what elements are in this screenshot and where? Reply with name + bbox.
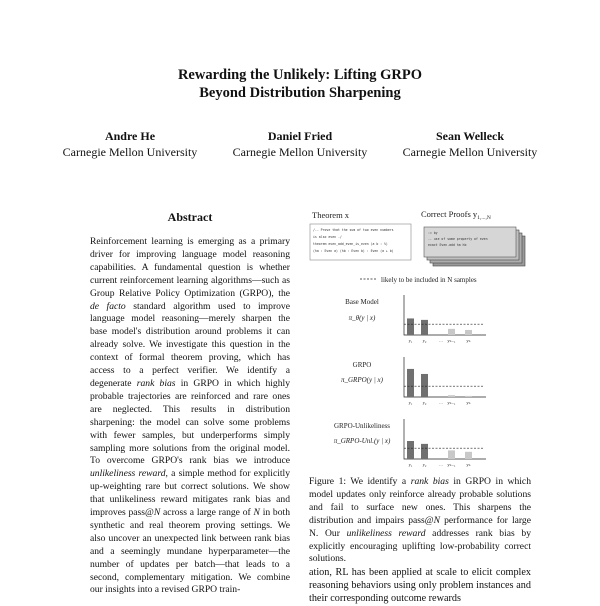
bar-panels xyxy=(404,295,486,467)
tick-label: yₙ xyxy=(466,462,471,467)
tick-label: y₂ xyxy=(422,338,427,343)
proofs-label-subscript: 1,...,N xyxy=(477,215,491,221)
tick-label: y₁ xyxy=(408,400,413,405)
body-text-right: ation, RL has been applied at scale to elicit complex reasoning behaviors using only problem instances and their corresponding outcome rewards xyxy=(309,567,531,605)
bar xyxy=(407,369,414,397)
caption-text: Figure 1: We identify a xyxy=(309,476,411,487)
bar xyxy=(407,441,414,459)
abstract-emphasis: unlikeliness reward xyxy=(90,468,166,480)
figure-caption xyxy=(309,476,531,566)
author-name: Sean Welleck xyxy=(435,129,505,143)
code-line: /-- Prove that the sum of two even numbers xyxy=(313,228,394,232)
author-1 xyxy=(50,128,210,160)
panel-formula-unlikeliness: π_GRPO-Unl.(y | x) xyxy=(333,437,391,445)
proof-card-front xyxy=(424,227,516,257)
bar xyxy=(421,320,428,335)
abstract-text: in GRPO in which highly probable trajectories are reinforced and rare ones are neglected. This results in distribution sharpening: the model can solve some problems with fewer samples, but underperforms simply sampling more solutions from the original model. To overcome GRPO's rank bias we introduce xyxy=(90,377,290,467)
panel-formula-base: π_θ(y | x) xyxy=(348,314,376,322)
panel-labels xyxy=(334,298,391,445)
bar xyxy=(448,395,455,397)
author-2 xyxy=(220,128,380,160)
caption-math: N xyxy=(433,514,440,526)
author-name: Daniel Fried xyxy=(267,129,333,143)
caption-text: addresses rank bias by explicitly encouraging uplifting low-probability correct solutions. xyxy=(309,527,532,565)
tick-label: y₁ xyxy=(408,338,413,343)
abstract-heading: Abstract xyxy=(167,210,213,224)
abstract-text: across a large range of xyxy=(160,507,254,519)
proofs-label xyxy=(421,209,491,221)
tick-label: yₙ₋₁ xyxy=(447,400,456,405)
paper-title xyxy=(0,66,600,102)
code-line: -- use of some property of even xyxy=(428,237,488,241)
tick-label: … xyxy=(438,400,444,405)
author-affiliation: Carnegie Mellon University xyxy=(62,145,198,159)
code-line: (ha : Even a) (hb : Even b) : Even (a + b) xyxy=(313,249,394,253)
tick-label: y₂ xyxy=(422,462,427,467)
figure-1 xyxy=(308,207,530,469)
legend-label: likely to be included in N samples xyxy=(381,276,477,284)
author-name: Andre He xyxy=(104,129,156,143)
bar xyxy=(421,374,428,397)
bar xyxy=(407,318,414,335)
bar xyxy=(465,452,472,459)
caption-text: in GRPO in which model updates only reinforce already probable solutions and fail to surface new ones. This sharpens the distribution and impairs pass@ xyxy=(309,476,531,526)
bar xyxy=(448,329,455,335)
tick-label: y₁ xyxy=(408,462,413,467)
abstract-text: in both synthetic and real theorem proving settings. We also uncover an unexpected link between rank bias and a seemingly mundane hyperparameter—the number of updates per batch—that leads to a second, complementary mitigation. We combine our insights into a revised GRPO train- xyxy=(90,507,290,596)
abstract-body xyxy=(90,236,290,597)
bar xyxy=(465,396,472,397)
abstract-math: N xyxy=(253,507,260,519)
panel-axis xyxy=(404,295,486,335)
caption-text: performance for large N. Our xyxy=(309,514,531,539)
author-affiliation: Carnegie Mellon University xyxy=(232,145,368,159)
panel-label-grpo: GRPO xyxy=(352,361,372,369)
abstract-text: , a simple method for explicitly up-weighting rare but correct solutions. We show that unlikeliness reward mitigates rank bias and improves pass@ xyxy=(90,468,290,519)
tick-label: y₂ xyxy=(422,400,427,405)
tick-label: yₙ₋₁ xyxy=(447,338,456,343)
panel-axis xyxy=(404,357,486,397)
abstract-emphasis: rank bias xyxy=(136,377,176,389)
panel-label-base: Base Model xyxy=(345,298,379,306)
author-3 xyxy=(390,128,550,160)
author-list xyxy=(50,128,550,160)
bar xyxy=(421,444,428,459)
tick-label: yₙ₋₁ xyxy=(447,462,456,467)
panel-axis xyxy=(404,419,486,459)
theorem-label: Theorem x xyxy=(312,210,350,220)
code-line: is also even -/ xyxy=(313,235,342,239)
proof-card-stack xyxy=(424,227,525,266)
author-affiliation: Carnegie Mellon University xyxy=(402,145,538,159)
panel-formula-grpo: π_GRPO(y | x) xyxy=(341,376,383,384)
code-line: theorem even_add_even_is_even (a b : ℕ) xyxy=(313,242,388,246)
title-line-1: Rewarding the Unlikely: Lifting GRPO xyxy=(177,67,423,83)
proofs-label-text: Correct Proofs y xyxy=(421,209,478,219)
caption-emphasis: unlikeliness reward xyxy=(346,527,426,539)
caption-emphasis: rank bias xyxy=(410,476,449,487)
bar xyxy=(448,450,455,459)
code-line: exact Even.add ha hb xyxy=(428,243,467,247)
code-line: := by xyxy=(428,231,438,235)
tick-label: yₙ xyxy=(466,400,471,405)
abstract-text: standard algorithm used to improve language model reasoning—merely sharpen the base model's distribution around problems it can already solve. We investigate this question in the context of formal theorem proving, which has access to a perfect verifier. We identify a degenerate xyxy=(90,300,290,389)
abstract-math: N xyxy=(153,507,161,519)
abstract-text: Reinforcement learning is emerging as a primary driver for improving language model reasoning capabilities. A fundamental question is whether current reinforcement learning algorithms—such as Group Relative Policy Optimization (GRPO), the xyxy=(90,236,290,299)
panel-label-unlikeliness: GRPO-Unlikeliness xyxy=(334,422,390,430)
bar xyxy=(465,330,472,335)
tick-label: yₙ xyxy=(466,338,471,343)
title-line-2: Beyond Distribution Sharpening xyxy=(199,85,401,101)
tick-label: … xyxy=(438,462,444,467)
abstract-emphasis: de facto xyxy=(90,300,126,312)
tick-label: … xyxy=(438,338,444,343)
